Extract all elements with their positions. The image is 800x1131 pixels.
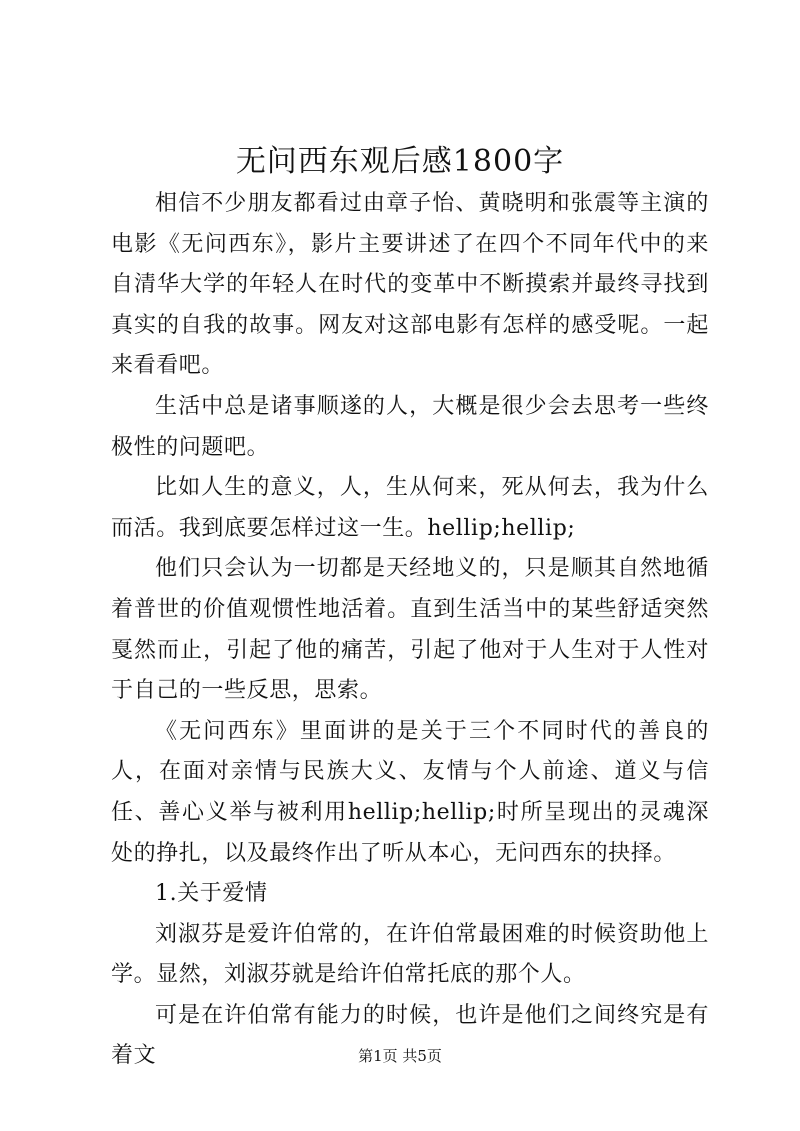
paragraph-xu-bochang: 可是在许伯常有能力的时候，也许是他们之间终究是有着文 (111, 1002, 709, 1069)
paragraph-film: 《无问西东》里面讲的是关于三个不同时代的善良的人，在面对亲情与民族大义、友情与个人前途、道义与信任、善心义举与被利用hellip;hellip;时所呈现出的灵魂深处的挣扎，以及最终作出了听从本心，无问西东的抉择。 (111, 718, 709, 866)
page-footer: 第1页 共5页 (358, 1047, 442, 1065)
document-body (111, 184, 709, 1077)
paragraph-intro: 相信不少朋友都看过由章子怡、黄晓明和张震等主演的电影《无问西东》，影片主要讲述了在四个不同年代中的来自清华大学的年轻人在时代的变革中不断摸索并最终寻找到真实的自我的故事。网友对这部电影有怎样的感受呢。一起来看看吧。 (111, 191, 709, 379)
paragraph-meaning: 比如人生的意义，人，生从何来，死从何去，我为什么而活。我到底要怎样过这一生。hellip;hellip; (111, 475, 709, 541)
document-title: 无问西东观后感1800字 (235, 144, 565, 179)
paragraph-life: 生活中总是诸事顺遂的人，大概是很少会去思考一些终极性的问题吧。 (111, 393, 709, 460)
section-heading-love: 1.关于爱情 (155, 881, 268, 907)
paragraph-liu-shufen: 刘淑芬是爱许伯常的，在许伯常最困难的时候资助他上学。显然，刘淑芬就是给许伯常托底的那个人。 (111, 921, 709, 988)
paragraph-reflection: 他们只会认为一切都是天经地义的，只是顺其自然地循着普世的价值观惯性地活着。直到生活当中的某些舒适突然戛然而止，引起了他的痛苦，引起了他对于人生对于人性对于自己的一些反思，思索。 (111, 556, 709, 704)
